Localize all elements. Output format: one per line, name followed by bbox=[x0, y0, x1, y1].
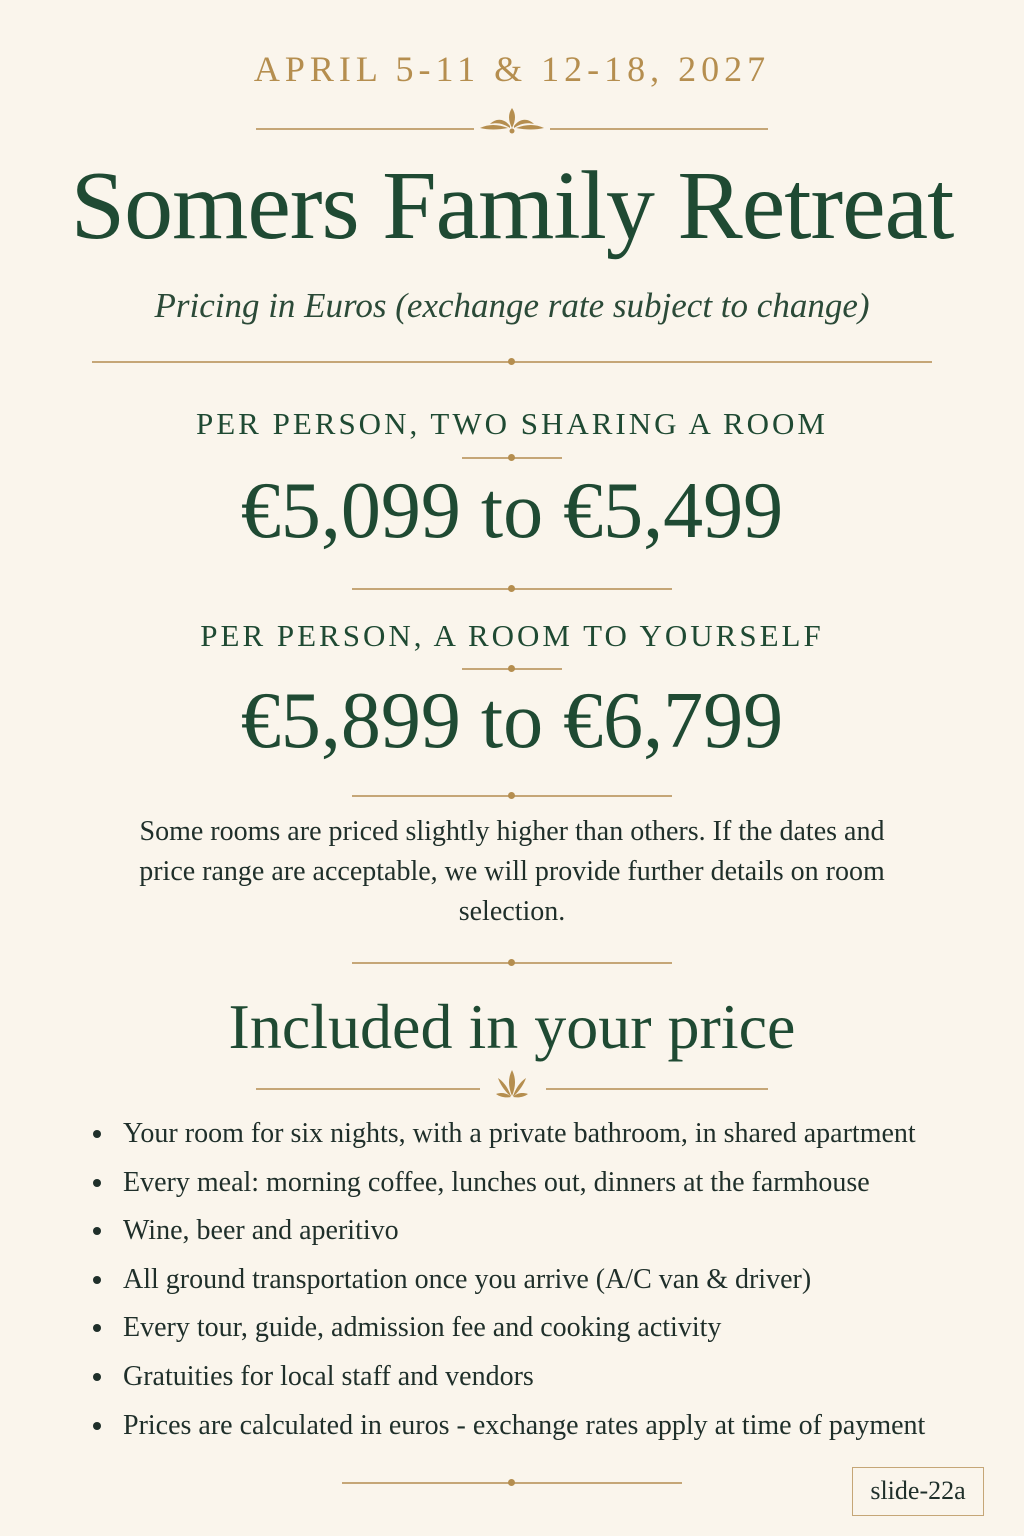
list-item-text: Every tour, guide, admission fee and cooking activity bbox=[123, 1312, 722, 1344]
list-item bbox=[88, 1402, 925, 1451]
list-item bbox=[88, 1110, 925, 1159]
single-room-label: PER PERSON, A ROOM TO YOURSELF bbox=[200, 618, 824, 653]
bullet-icon bbox=[93, 1422, 101, 1430]
list-item-text: Gratuities for local staff and vendors bbox=[123, 1360, 534, 1392]
divider-dot bbox=[508, 1479, 515, 1486]
page-title: Somers Family Retreat bbox=[70, 152, 954, 260]
list-item bbox=[88, 1256, 925, 1305]
divider-dot bbox=[508, 665, 515, 672]
included-heading: Included in your price bbox=[228, 991, 796, 1062]
list-item-text: Your room for six nights, with a private bathroom, in shared apartment bbox=[123, 1118, 916, 1149]
list-item-text: Prices are calculated in euros - exchange rates apply at time of payment bbox=[123, 1409, 926, 1441]
fleuron-icon bbox=[474, 106, 550, 136]
list-item bbox=[88, 1353, 925, 1402]
list-item-text: Wine, beer and aperitivo bbox=[123, 1215, 399, 1247]
room-pricing-note: Some rooms are priced slightly higher than others. If the dates and price range are acceptable, we will provide further details on room selection. bbox=[139, 816, 885, 927]
bullet-icon bbox=[93, 1179, 101, 1187]
list-item-text: Every meal: morning coffee, lunches out, dinners at the farmhouse bbox=[123, 1166, 870, 1198]
divider-dot bbox=[508, 585, 515, 592]
list-item bbox=[88, 1207, 925, 1256]
bullet-icon bbox=[93, 1324, 101, 1332]
bullet-icon bbox=[93, 1130, 101, 1138]
divider-dot bbox=[508, 454, 515, 461]
list-item bbox=[88, 1304, 925, 1353]
event-dates: APRIL 5-11 & 12-18, 2027 bbox=[253, 49, 771, 89]
bullet-icon bbox=[93, 1373, 101, 1381]
divider-line bbox=[256, 1088, 480, 1090]
divider-dot bbox=[508, 358, 515, 365]
list-item-text: All ground transportation once you arrive (A/C van & driver) bbox=[123, 1263, 812, 1295]
divider-dot bbox=[508, 959, 515, 966]
list-item bbox=[88, 1159, 925, 1208]
shared-room-label: PER PERSON, TWO SHARING A ROOM bbox=[195, 406, 828, 441]
lotus-icon bbox=[494, 1068, 530, 1102]
shared-room-price: €5,099 to €5,499 bbox=[240, 467, 784, 555]
divider-dot bbox=[508, 792, 515, 799]
bullet-icon bbox=[93, 1227, 101, 1235]
included-list bbox=[88, 1110, 925, 1450]
slide-id-badge: slide-22a bbox=[852, 1467, 984, 1516]
page-subtitle: Pricing in Euros (exchange rate subject to change) bbox=[154, 286, 870, 325]
bullet-icon bbox=[93, 1276, 101, 1284]
single-room-price: €5,899 to €6,799 bbox=[240, 677, 784, 765]
divider-line bbox=[546, 1088, 768, 1090]
